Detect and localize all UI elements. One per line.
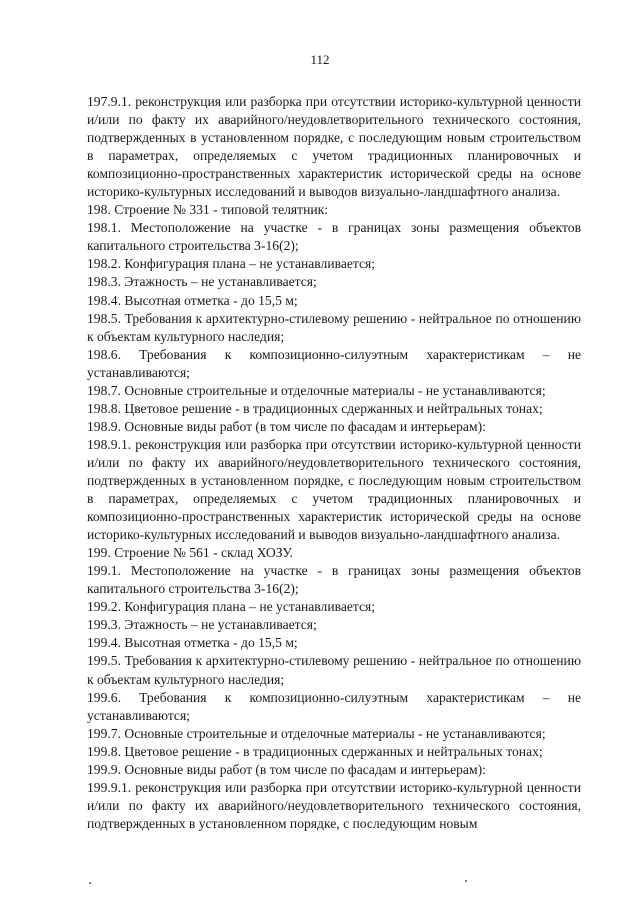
paragraph-198-2: 198.2. Конфигурация плана – не устанавливается;	[87, 256, 376, 272]
heading-198: 198. Строение № 331 - типовой телятник:	[87, 202, 329, 218]
paragraph-198-5: 198.5. Требования к архитектурно-стилевому решению - нейтральное по отношению к объектам культурного наследия;	[87, 310, 581, 344]
paragraph-197-9-1: 197.9.1. реконструкция или разборка при отсутствии историко-культурной ценности и/или по факту их аварийного/неудовлетворительного технического состояния, подтвержденных в установленном порядке, с последующим новым строительством в параметрах, определяемых с учетом традиционных планировочных и композиционно-пространственных характеристик исторической среды на основе историко-культурных исследований и выводов визуально-ландшафтного анализа.	[87, 94, 581, 200]
paragraph-199-7: 199.7. Основные строительные и отделочные материалы - не устанавливаются;	[87, 725, 546, 741]
paragraph-199-4: 199.4. Высотная отметка - до 15,5 м;	[87, 635, 298, 651]
paragraph-198-6: 198.6. Требования к композиционно-силуэтным характеристикам – не устанавливаются;	[87, 346, 581, 380]
document-body	[87, 93, 581, 833]
paragraph-198-1: 198.1. Местоположение на участке - в границах зоны размещения объектов капитального строительства 3-16(2);	[87, 220, 581, 254]
scan-speck	[89, 882, 91, 884]
paragraph-199-8: 199.8. Цветовое решение - в традиционных сдержанных и нейтральных тонах;	[87, 743, 543, 759]
paragraph-198-9: 198.9. Основные виды работ (в том числе по фасадам и интерьерам):	[87, 418, 486, 434]
paragraph-199-6: 199.6. Требования к композиционно-силуэтным характеристикам – не устанавливаются;	[87, 689, 581, 723]
paragraph-199-5: 199.5. Требования к архитектурно-стилевому решению - нейтральное по отношению к объектам культурного наследия;	[87, 653, 581, 687]
paragraph-198-3: 198.3. Этажность – не устанавливается;	[87, 274, 317, 290]
paragraph-198-7: 198.7. Основные строительные и отделочные материалы - не устанавливаются;	[87, 382, 546, 398]
paragraph-199-9-1: 199.9.1. реконструкция или разборка при отсутствии историко-культурной ценности и/или по факту их аварийного/неудовлетворительного технического состояния, подтвержденных в установленном порядке, с последующим новым	[87, 779, 581, 831]
page-number: 112	[310, 52, 330, 67]
scan-speck	[465, 880, 467, 882]
paragraph-199-9: 199.9. Основные виды работ (в том числе по фасадам и интерьерам):	[87, 761, 486, 777]
paragraph-198-9-1: 198.9.1. реконструкция или разборка при отсутствии историко-культурной ценности и/или по факту их аварийного/неудовлетворительного технического состояния, подтвержденных в установленном порядке, с последующим новым строительством в параметрах, определяемых с учетом традиционных планировочных и композиционно-пространственных характеристик исторической среды на основе историко-культурных исследований и выводов визуально-ландшафтного анализа.	[87, 436, 581, 543]
paragraph-199-3: 199.3. Этажность – не устанавливается;	[87, 617, 317, 633]
paragraph-198-8: 198.8. Цветовое решение - в традиционных сдержанных и нейтральных тонах;	[87, 400, 543, 416]
paragraph-198-4: 198.4. Высотная отметка - до 15,5 м;	[87, 292, 298, 308]
paragraph-199-2: 199.2. Конфигурация плана – не устанавливается;	[87, 599, 376, 615]
paragraph-199-1: 199.1. Местоположение на участке - в границах зоны размещения объектов капитального строительства 3-16(2);	[87, 563, 581, 597]
heading-199: 199. Строение № 561 - склад ХОЗУ.	[87, 545, 294, 561]
